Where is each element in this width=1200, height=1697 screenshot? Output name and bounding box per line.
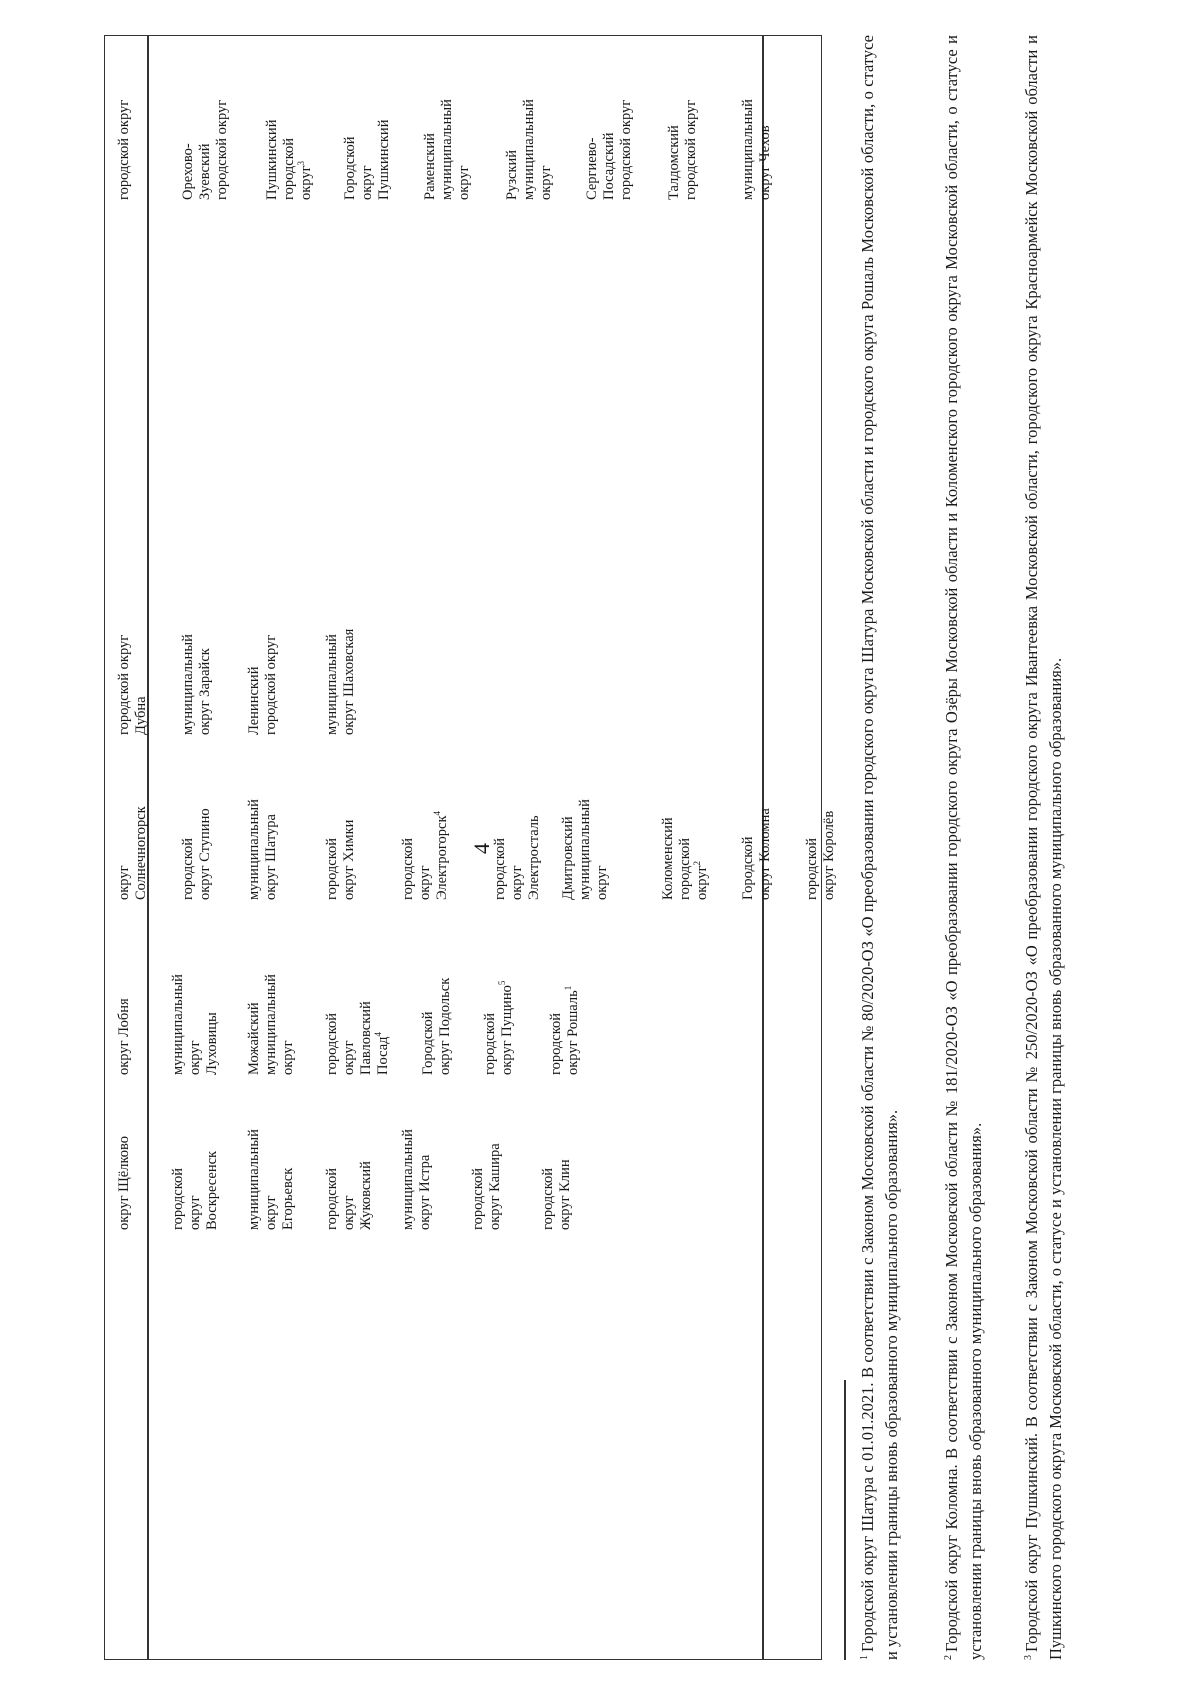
table-cell [246, 955, 297, 1075]
table-cell [180, 80, 231, 200]
table-cell [246, 615, 280, 735]
table-cell-text: муниципальный округ Зарайск [180, 634, 213, 735]
table-cell-text: муниципальный округ Истра [400, 1129, 433, 1230]
table-cell [264, 80, 315, 200]
table-cell [342, 80, 393, 200]
table-cell-text: Городской округ Подольск [420, 977, 453, 1075]
table-cell [246, 1110, 297, 1230]
table-cell [116, 615, 150, 735]
table-cell-text: городской округ Клин [540, 1159, 573, 1230]
table-cell-text: городской округ Электрогорск [400, 815, 450, 900]
table-cell [170, 955, 221, 1075]
table-cell [324, 955, 392, 1075]
table-cell-text: городской округ Электросталь [492, 815, 542, 900]
footnote-reference: 3 [296, 160, 307, 166]
table-cell [504, 80, 555, 200]
footnote-number: 3 [1022, 1655, 1034, 1660]
table-cell [400, 780, 451, 900]
table-cell [180, 780, 214, 900]
table-cell [540, 1110, 574, 1230]
table-cell-text: Орехово- Зуевский городской округ [180, 99, 230, 200]
table-cell-text: муниципальный округ Шатура [246, 799, 279, 900]
table-cell [116, 1110, 133, 1230]
table-cell-text: городской округ Рошаль [548, 990, 581, 1075]
table-cell-text: Ленинский городской округ [246, 634, 279, 735]
table-cell [246, 780, 280, 900]
table-cell [422, 80, 473, 200]
table-cell-text: округ Лобня [116, 998, 132, 1075]
footnote-reference: 5 [497, 980, 508, 986]
table-cell [170, 1110, 221, 1230]
table-cell [740, 80, 774, 200]
table-cell [116, 955, 133, 1075]
table-cell-text: муниципальный округ Чехов [740, 99, 773, 200]
table-cell [560, 780, 611, 900]
table-cell-text: городской округ Химки [324, 819, 357, 900]
footnote-number: 2 [942, 1655, 954, 1660]
table-cell-text: городской округ Пущино [482, 985, 515, 1075]
table-cell-text: Пушкинский городской округ [264, 119, 314, 200]
table-cell-text: городской округ Кашира [470, 1143, 503, 1230]
table-cell-text: Коломенский городской округ [660, 817, 710, 900]
footnote-number: 1 [858, 1655, 870, 1660]
footnote-reference: 2 [692, 860, 703, 866]
table-cell [548, 955, 582, 1075]
table-cell-text: Городской округ Пушкинский [342, 119, 392, 200]
table-cell-text: муниципальный округ Егорьевск [246, 1129, 296, 1230]
table-cell-text: Сергиево- Посадский городской округ [584, 99, 634, 200]
table-cell-text: Рузский муниципальный округ [504, 99, 554, 200]
footnote-text: Городской округ Коломна. В соответствии с Законом Московской области № 181/2020-ОЗ «О преобразовании городского округа Озёры Московской области и Коломенского городского округа Московской области, о статусе и установлении границы вновь образованного муниципального образования». [942, 35, 985, 1660]
table-cell-text: муниципальный округ Шаховская [324, 628, 357, 735]
table-cell-text: городской округ Дубна [116, 634, 149, 735]
footnote [1020, 35, 1068, 1660]
rotated-page-content [104, 35, 1065, 1660]
footnote-text: Городской округ Шатура с 01.01.2021. В соответствии с Законом Московской области № 80/2020-ОЗ «О преобразовании городского округа Шатура Московской области и городского округа Рошаль Московской области, о статусе и установлении границы вновь образованного муниципального образования». [858, 35, 901, 1660]
footnote-text: Городской округ Пушкинский. В соответствии с Законом Московской области № 250/2020-ОЗ «О преобразовании городского округа Ивантеевка Московской области, городского округа Красноармейск Московской области и Пушкинского городского округа Московской области, о статусе и установлении границы вновь образованного муниципального образования». [1022, 35, 1065, 1660]
table-cell-text: Можайский муниципальный округ [246, 974, 296, 1075]
table-cell-text: городской округ [116, 99, 132, 200]
table-cell [740, 780, 774, 900]
table-cell-text: Дмитровский муниципальный округ [560, 799, 610, 900]
table-cell [116, 80, 133, 200]
footnote-separator [844, 1380, 846, 1660]
table-cell [324, 1110, 375, 1230]
table-cell [420, 955, 454, 1075]
table-cell-text: городской округ Воскресенск [170, 1150, 220, 1230]
footnote [856, 35, 904, 1660]
table-cell [324, 615, 358, 735]
table-cell [116, 780, 150, 900]
table-cell-text: округ Солнечногорск [116, 806, 149, 900]
table-cell-text: Талдомский городской округ [666, 99, 699, 200]
table-cell [666, 80, 700, 200]
table-cell [400, 1110, 434, 1230]
table-cell-text: округ Щёлково [116, 1135, 132, 1230]
table-cell-text: городской округ Королёв [804, 810, 837, 900]
footnote-reference: 4 [373, 1031, 384, 1037]
page-number: 4 [469, 843, 494, 854]
table-cell [470, 1110, 504, 1230]
table-cell [584, 80, 635, 200]
table-cell [180, 615, 214, 735]
table-cell [492, 780, 543, 900]
table-cell-text: городской округ Павловский Посад [324, 1001, 391, 1075]
table-cell [324, 780, 358, 900]
table-cell-text: муниципальный округ Луховицы [170, 974, 220, 1075]
table-cell-text: городской округ Ступино [180, 808, 213, 900]
table-cell [660, 780, 711, 900]
table-cell-text: Городской округ Коломна [740, 808, 773, 900]
table-cell [482, 955, 516, 1075]
table-cell-text: городской округ Жуковский [324, 1161, 374, 1230]
footnote [940, 35, 988, 1660]
footnote-reference: 4 [432, 811, 443, 816]
footnote-reference: 1 [563, 985, 574, 991]
table-cell-text: Раменский муниципальный округ [422, 99, 472, 200]
table-cell [804, 780, 838, 900]
